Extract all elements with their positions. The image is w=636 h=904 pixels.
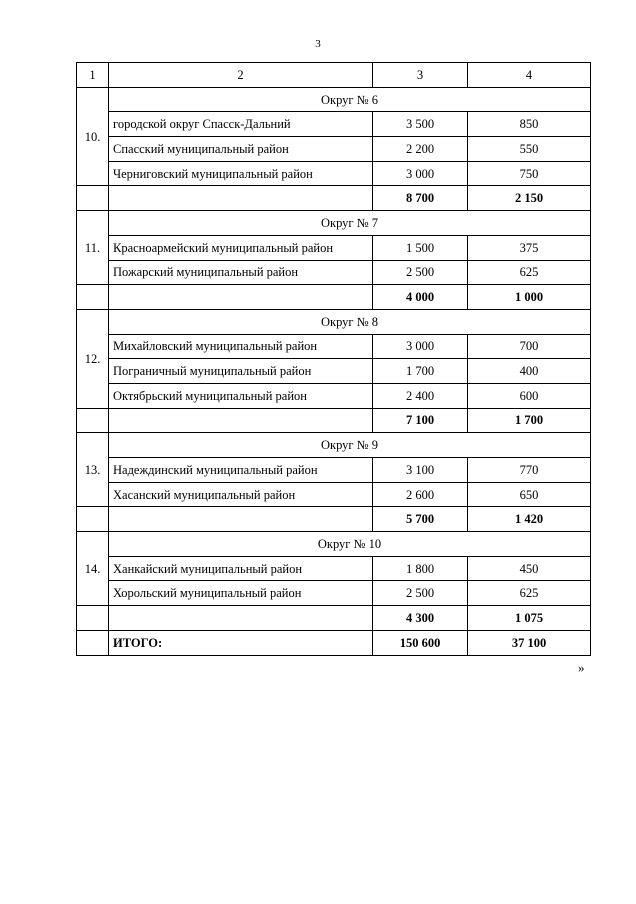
subtotal-index-cell <box>77 408 109 433</box>
okrug-title: Округ № 8 <box>109 309 591 334</box>
subtotal-row <box>77 408 591 433</box>
row-index: 11. <box>77 211 109 285</box>
row-index: 12. <box>77 309 109 408</box>
subtotal-name-cell <box>109 606 373 631</box>
district-name: городской округ Спасск-Дальний <box>109 112 373 137</box>
okrug-header-row <box>77 532 591 557</box>
table-row <box>77 161 591 186</box>
subtotal-name-cell <box>109 507 373 532</box>
value-col-4: 400 <box>468 359 591 384</box>
district-name: Красноармейский муниципальный район <box>109 235 373 260</box>
table-row <box>77 581 591 606</box>
subtotal-name-cell <box>109 285 373 310</box>
total-index-cell <box>77 630 109 655</box>
table-row <box>77 112 591 137</box>
page-number: 3 <box>315 38 321 50</box>
value-col-3: 1 800 <box>373 556 468 581</box>
subtotal-index-cell <box>77 186 109 211</box>
subtotal-col-4: 1 000 <box>468 285 591 310</box>
table-row <box>77 137 591 162</box>
table-row <box>77 383 591 408</box>
header-col-4: 4 <box>468 63 591 88</box>
value-col-4: 600 <box>468 383 591 408</box>
value-col-4: 375 <box>468 235 591 260</box>
value-col-4: 850 <box>468 112 591 137</box>
okrug-title: Округ № 6 <box>109 87 591 112</box>
district-name: Спасский муниципальный район <box>109 137 373 162</box>
subtotal-col-3: 4 000 <box>373 285 468 310</box>
total-row <box>77 630 591 655</box>
value-col-3: 2 500 <box>373 260 468 285</box>
subtotal-col-3: 4 300 <box>373 606 468 631</box>
allocation-table <box>76 62 591 656</box>
table-row <box>77 334 591 359</box>
value-col-4: 650 <box>468 482 591 507</box>
district-name: Пограничный муниципальный район <box>109 359 373 384</box>
value-col-3: 2 500 <box>373 581 468 606</box>
district-name: Октябрьский муниципальный район <box>109 383 373 408</box>
total-col-4: 37 100 <box>468 630 591 655</box>
district-name: Михайловский муниципальный район <box>109 334 373 359</box>
okrug-header-row <box>77 309 591 334</box>
okrug-header-row <box>77 87 591 112</box>
value-col-4: 550 <box>468 137 591 162</box>
district-name: Надеждинский муниципальный район <box>109 458 373 483</box>
subtotal-col-3: 8 700 <box>373 186 468 211</box>
subtotal-row <box>77 186 591 211</box>
okrug-title: Округ № 7 <box>109 211 591 236</box>
district-name: Хасанский муниципальный район <box>109 482 373 507</box>
subtotal-index-cell <box>77 507 109 532</box>
okrug-title: Округ № 9 <box>109 433 591 458</box>
value-col-3: 3 500 <box>373 112 468 137</box>
subtotal-col-3: 5 700 <box>373 507 468 532</box>
subtotal-name-cell <box>109 408 373 433</box>
subtotal-col-4: 1 420 <box>468 507 591 532</box>
value-col-3: 1 700 <box>373 359 468 384</box>
district-name: Ханкайский муниципальный район <box>109 556 373 581</box>
value-col-4: 700 <box>468 334 591 359</box>
okrug-header-row <box>77 433 591 458</box>
row-index: 10. <box>77 87 109 186</box>
total-col-3: 150 600 <box>373 630 468 655</box>
table-row <box>77 482 591 507</box>
subtotal-name-cell <box>109 186 373 211</box>
district-name: Хорольский муниципальный район <box>109 581 373 606</box>
subtotal-col-3: 7 100 <box>373 408 468 433</box>
closing-quote: » <box>578 660 585 675</box>
subtotal-index-cell <box>77 606 109 631</box>
value-col-4: 625 <box>468 581 591 606</box>
header-col-3: 3 <box>373 63 468 88</box>
okrug-header-row <box>77 211 591 236</box>
row-index: 14. <box>77 532 109 606</box>
value-col-4: 750 <box>468 161 591 186</box>
value-col-4: 450 <box>468 556 591 581</box>
value-col-3: 3 000 <box>373 161 468 186</box>
table-row <box>77 235 591 260</box>
district-name: Черниговский муниципальный район <box>109 161 373 186</box>
subtotal-col-4: 2 150 <box>468 186 591 211</box>
subtotal-row <box>77 606 591 631</box>
subtotal-col-4: 1 075 <box>468 606 591 631</box>
header-col-1: 1 <box>77 63 109 88</box>
total-label: ИТОГО: <box>109 630 373 655</box>
value-col-3: 2 600 <box>373 482 468 507</box>
district-name: Пожарский муниципальный район <box>109 260 373 285</box>
value-col-3: 3 100 <box>373 458 468 483</box>
table-row <box>77 260 591 285</box>
subtotal-row <box>77 507 591 532</box>
subtotal-col-4: 1 700 <box>468 408 591 433</box>
subtotal-index-cell <box>77 285 109 310</box>
header-col-2: 2 <box>109 63 373 88</box>
header-row <box>77 63 591 88</box>
value-col-3: 2 400 <box>373 383 468 408</box>
subtotal-row <box>77 285 591 310</box>
row-index: 13. <box>77 433 109 507</box>
value-col-3: 1 500 <box>373 235 468 260</box>
okrug-title: Округ № 10 <box>109 532 591 557</box>
table-row <box>77 359 591 384</box>
table-row <box>77 556 591 581</box>
table-row <box>77 458 591 483</box>
value-col-3: 3 000 <box>373 334 468 359</box>
value-col-3: 2 200 <box>373 137 468 162</box>
value-col-4: 625 <box>468 260 591 285</box>
value-col-4: 770 <box>468 458 591 483</box>
